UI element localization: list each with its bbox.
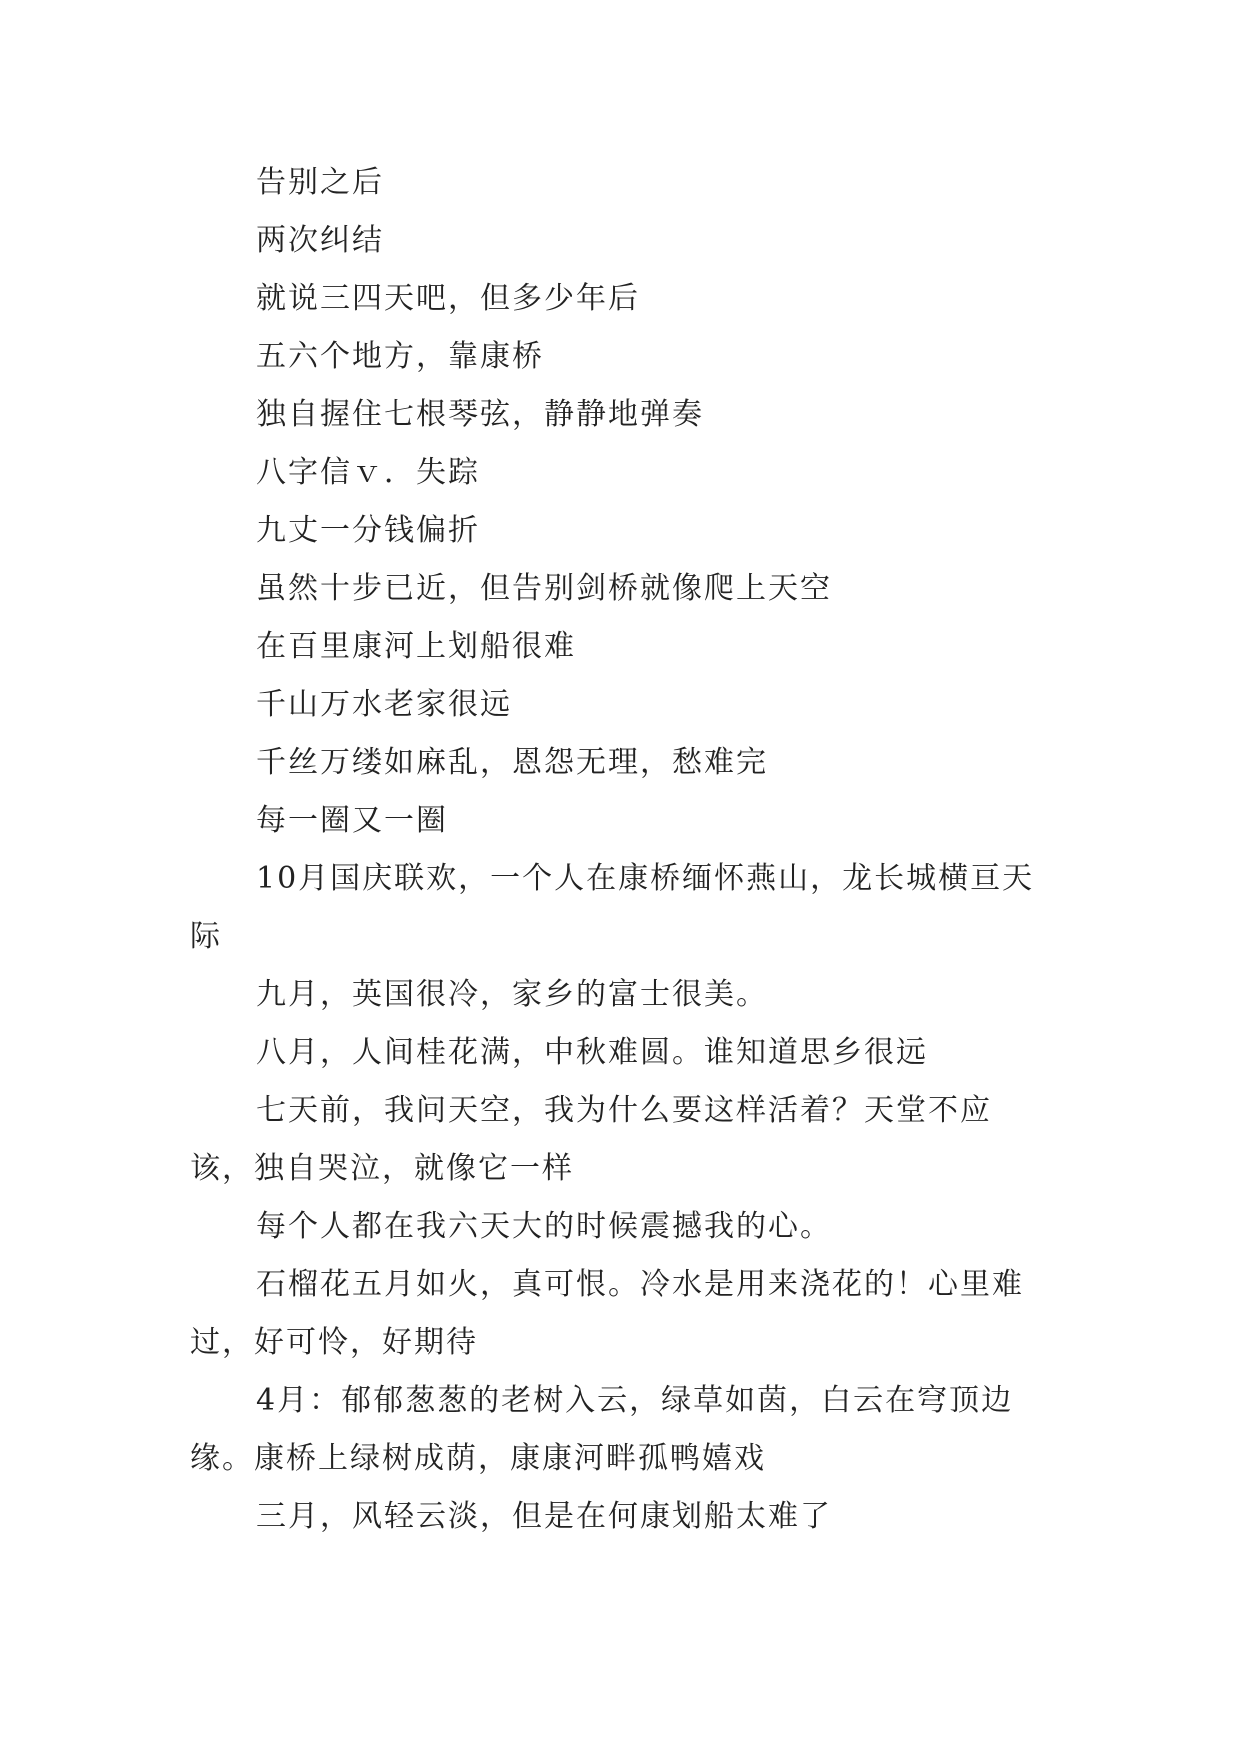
paragraph: 4月：郁郁葱葱的老树入云，绿草如茵，白云在穹顶边缘。康桥上绿树成荫，康康河畔孤鸭嬉戏: [190, 1383, 1014, 1476]
paragraph: 告别之后: [256, 165, 384, 200]
paragraph: 虽然十步已近，但告别剑桥就像爬上天空: [256, 571, 832, 606]
paragraph: 九丈一分钱偏折: [256, 513, 480, 548]
paragraph: 就说三四天吧，但多少年后: [256, 281, 640, 316]
paragraph: 石榴花五月如火，真可恨。冷水是用来浇花的！心里难过，好可怜，好期待: [190, 1267, 1024, 1360]
paragraph: 10月国庆联欢，一个人在康桥缅怀燕山，龙长城横亘天际: [190, 861, 1035, 954]
paragraph: 每一圈又一圈: [256, 803, 448, 838]
paragraph: 七天前，我问天空，我为什么要这样活着？天堂不应该，独自哭泣，就像它一样: [190, 1093, 992, 1186]
paragraph: 在百里康河上划船很难: [256, 629, 576, 664]
paragraph: 三月，风轻云淡，但是在何康划船太难了: [256, 1499, 832, 1534]
paragraph: 千山万水老家很远: [256, 687, 512, 722]
document-body: [190, 154, 1050, 1546]
paragraph: 八月，人间桂花满，中秋难圆。谁知道思乡很远: [256, 1035, 928, 1070]
paragraph: 五六个地方，靠康桥: [256, 339, 544, 374]
paragraph: 独自握住七根琴弦，静静地弹奏: [256, 397, 704, 432]
paragraph: 千丝万缕如麻乱，恩怨无理，愁难完: [256, 745, 768, 780]
paragraph: 九月，英国很冷，家乡的富士很美。: [256, 977, 768, 1012]
paragraph: 两次纠结: [256, 223, 384, 258]
paragraph: 八字信ｖ．失踪: [256, 455, 480, 490]
paragraph: 每个人都在我六天大的时候震撼我的心。: [256, 1209, 832, 1244]
